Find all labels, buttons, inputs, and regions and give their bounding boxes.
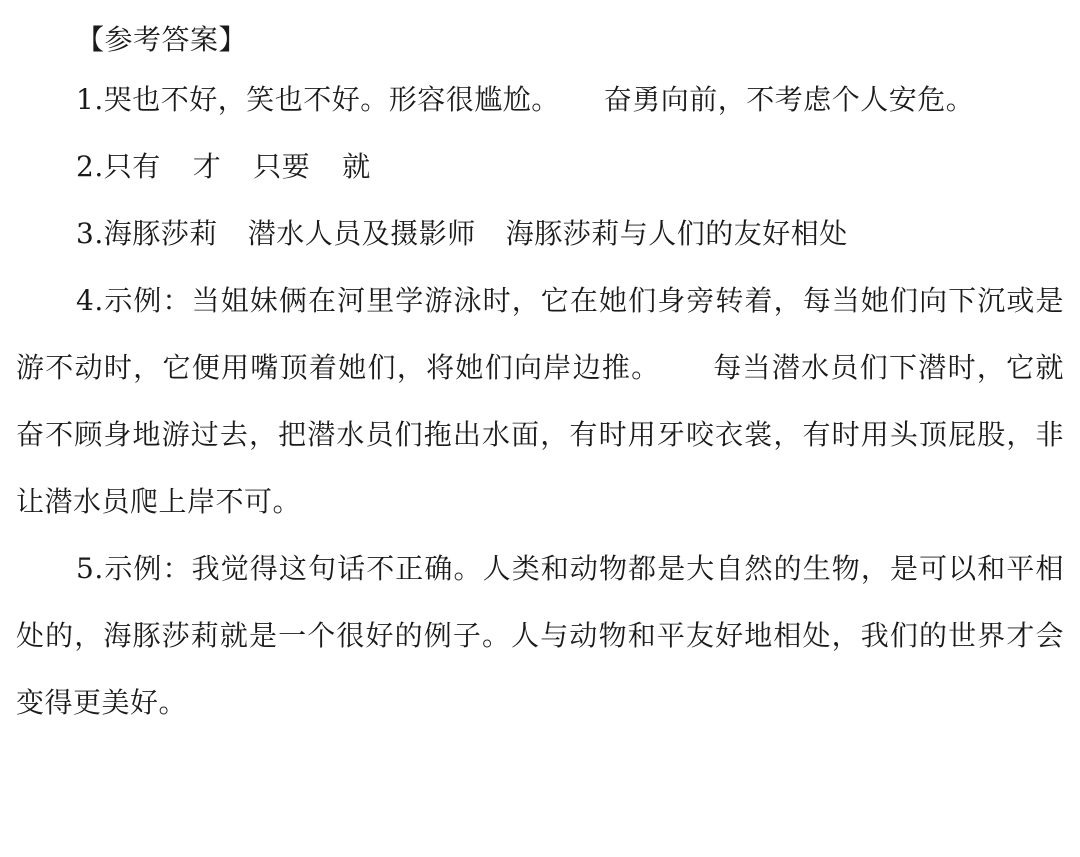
answer-3 [16,200,1064,267]
answer-4-part-2: 每当潜水员们下潜时，它就奋不顾身地游过去，把潜水员们拖出水面，有时用牙咬衣裳，有时用头顶屁股，非让潜水员爬上岸不可。 [16,351,1064,518]
answer-3-part-3: 海豚莎莉与人们的友好相处 [505,217,848,250]
answer-1-part-1: 1.哭也不好，笑也不好。形容很尴尬。 [76,83,560,116]
answer-4 [16,267,1064,535]
answer-1-part-2: 奋勇向前，不考虑个人安危。 [603,83,975,116]
answer-3-part-1: 3.海豚莎莉 [76,217,218,250]
answer-2-part-3: 只要 [253,150,311,183]
answer-4-part-1: 4.示例：当姐妹俩在河里学游泳时，它在她们身旁转着，每当她们向下沉或是游不动时，它便用嘴顶着她们，将她们向岸边推。 [16,284,1064,384]
answer-2-part-1: 2.只有 [76,150,161,183]
answer-heading: 【参考答案】 [76,23,248,56]
answer-3-part-2: 潜水人员及摄影师 [247,217,476,250]
answer-2 [16,133,1064,200]
answer-2-part-2: 才 [192,150,222,183]
answer-document [16,14,1064,736]
answer-5-part-1: 5.示例：我觉得这句话不正确。人类和动物都是大自然的生物，是可以和平相处的，海豚莎莉就是一个很好的例子。人与动物和平友好地相处，我们的世界才会变得更美好。 [16,552,1064,719]
answer-5 [16,535,1064,736]
answer-1 [16,66,1064,133]
answer-2-part-4: 就 [342,150,371,183]
